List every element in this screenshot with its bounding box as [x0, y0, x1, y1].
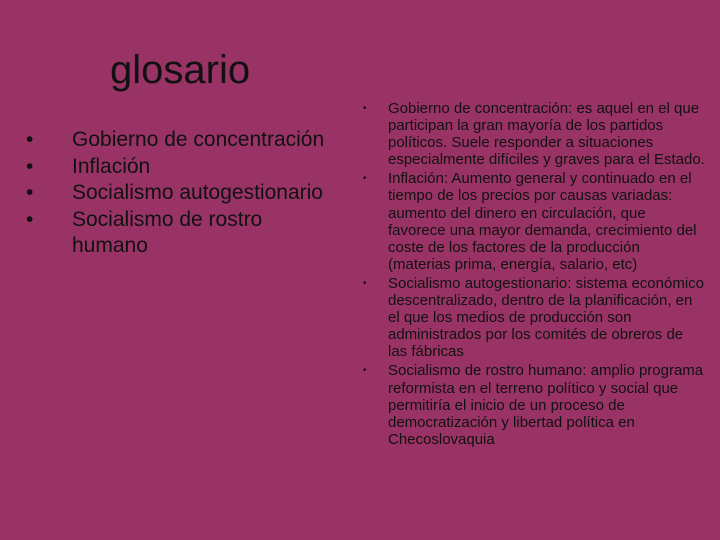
bullet-icon: • [363, 277, 367, 289]
list-item-definition-4 [360, 362, 706, 447]
bullet-icon: • [26, 128, 34, 151]
list-item-definition-2 [360, 170, 706, 273]
term-label: Inflación [72, 154, 151, 178]
list-item-definition-3 [360, 275, 706, 360]
list-item-term-2 [26, 154, 326, 181]
definitions-list [360, 100, 706, 450]
term-label: Socialismo autogestionario [72, 181, 323, 204]
list-item-term-4 [26, 207, 326, 260]
term-label: Gobierno de concentración [72, 128, 325, 151]
terms-list [26, 127, 326, 260]
definition-text: Socialismo de rostro humano: amplio programa reformista en el terreno político y social que permitiría el inicio de un proceso de democratización y libertad política en Checoslovaquia [388, 362, 704, 448]
bullet-icon: • [363, 173, 367, 185]
definition-text: Inflación: Aumento general y continuado en el tiempo de los precios por causas variadas: aumento del dinero en circulación, que favorece una mayor demanda, crecimiento del coste de los factores de la producción (materias prima, energía, salario, etc) [388, 170, 697, 273]
bullet-icon: • [363, 365, 367, 377]
slide-title: glosario [110, 48, 251, 92]
bullet-icon: • [26, 154, 34, 178]
term-label: Socialismo de rostro humano [72, 207, 263, 257]
list-item-term-3 [26, 180, 326, 207]
bullet-icon: • [26, 207, 34, 231]
bullet-icon: • [363, 103, 367, 114]
list-item-definition-1 [360, 100, 706, 168]
definition-text: Socialismo autogestionario: sistema económico descentralizado, dentro de la planificación, en el que los medios de producción son administrados por los comités de obreros de las fábricas [388, 274, 704, 361]
bullet-icon: • [26, 181, 34, 204]
definition-text: Gobierno de concentración: es aquel en el que participan la gran mayoría de los partidos políticos. Suele responder a situaciones especialmente difíciles y graves para el Estado. [388, 100, 705, 169]
list-item-term-1 [26, 127, 326, 154]
